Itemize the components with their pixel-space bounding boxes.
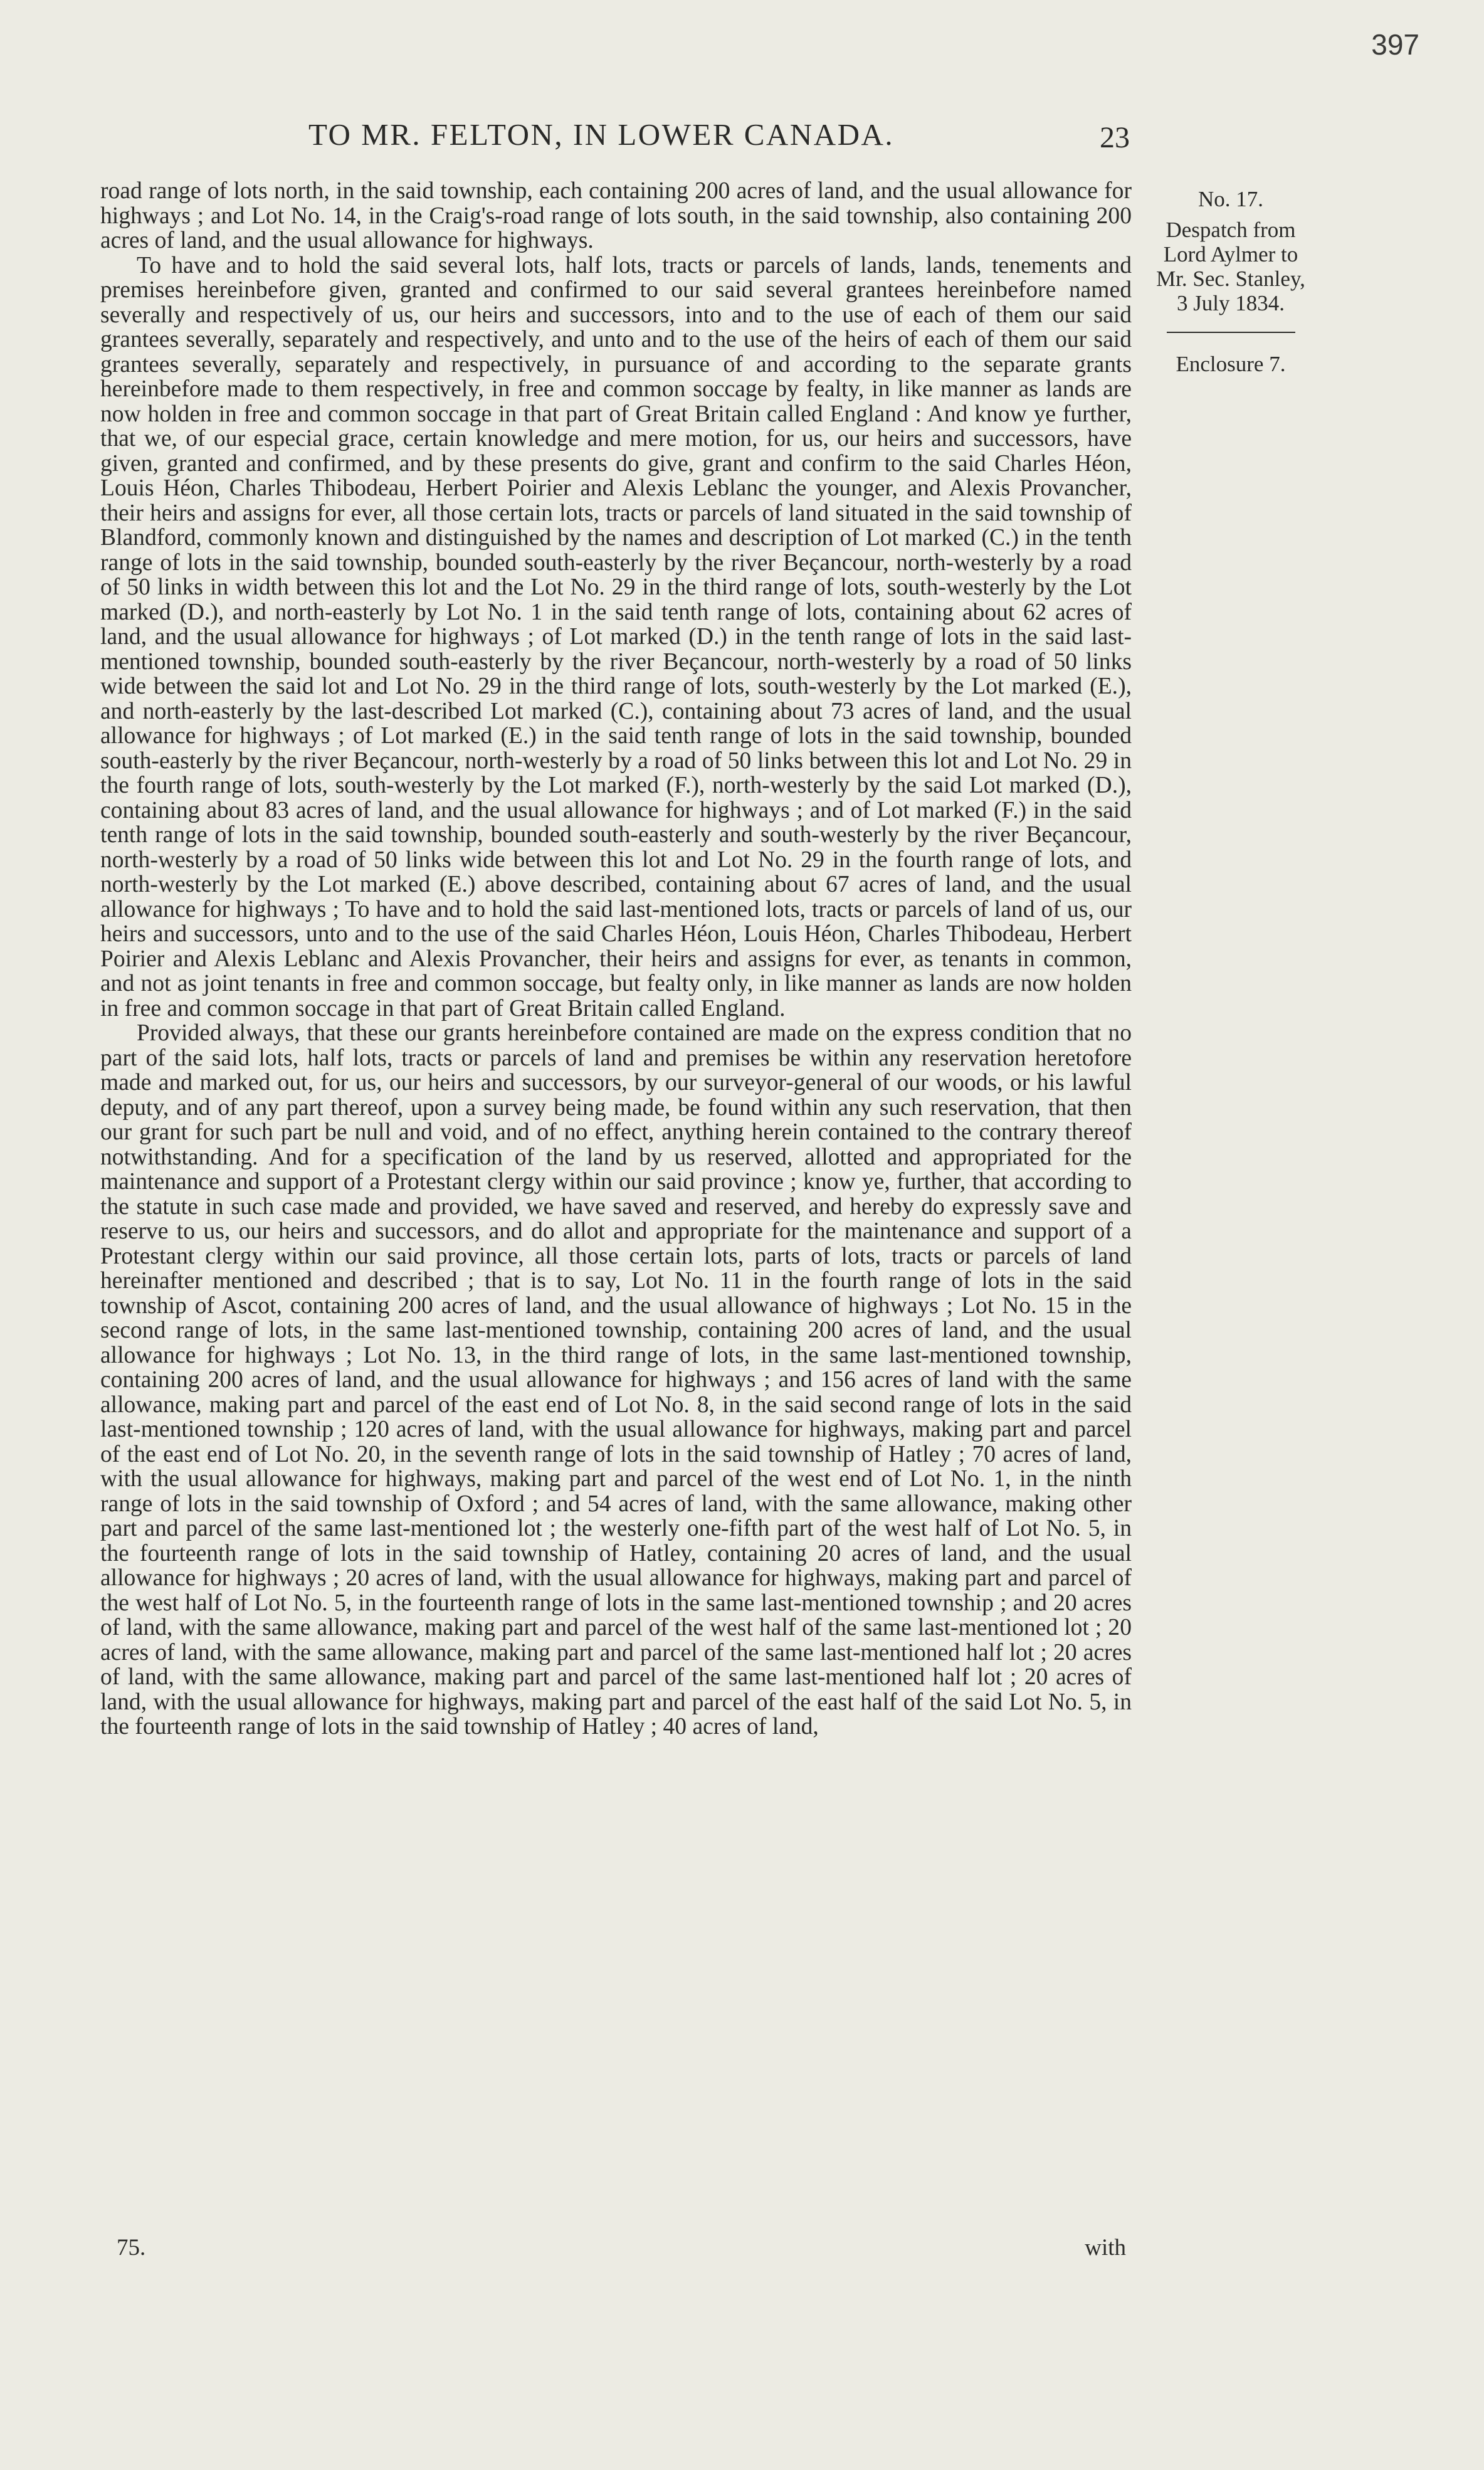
margin-note-line-1: Despatch from xyxy=(1166,218,1296,242)
running-head xyxy=(102,117,1130,161)
page-number: 397 xyxy=(1371,28,1419,61)
catchword: with xyxy=(1085,2235,1126,2261)
signature-mark: 75. xyxy=(117,2235,146,2261)
paragraph-2: To have and to hold the said several lots, half lots, tracts or parcels of lands, lands, tenements and premises hereinbefore given, granted and confirmed to our said several grantees hereinbefore named severally and respectively of us, our heirs and successors, into and to the use of each of them our said grantees severally, separately and respectively, and unto and to the use of the heirs of each of them our said grantees severally, separately and respectively, in pursuance of and according to the separate grants hereinbefore made to them respectively, in free and common soccage by fealty, in like manner as lands are now holden in free and common soccage in that part of Great Britain called England : And know ye further, that we, of our especial grace, certain knowledge and mere motion, for us, our heirs and successors, have given, granted and confirmed, and by these presents do give, grant and confirm to the said Charles Héon, Louis Héon, Charles Thibodeau, Herbert Poirier and Alexis Leblanc the younger, and Alexis Provancher, their heirs and assigns for ever, all those certain lots, tracts or parcels of land situated in the said township of Blandford, commonly known and distinguished by the names and description of Lot marked (C.) in the tenth range of lots in the said township, bounded south-easterly by the river Beçancour, north-westerly by a road of 50 links in width between this lot and the Lot No. 29 in the third range of lots, south-westerly by the Lot marked (D.), and north-easterly by Lot No. 1 in the said tenth range of lots, containing about 62 acres of land, and the usual allowance for highways ; of Lot marked (D.) in the tenth range of lots in the said last-mentioned township, bounded south-easterly by the river Beçancour, north-westerly by a road of 50 links wide between the said lot and Lot No. 29 in the third range of lots, south-westerly by the Lot marked (E.), and north-easterly by the last-described Lot marked (C.), containing about 73 acres of land, and the usual allowance for highways ; of Lot marked (E.) in the said tenth range of lots in the said township, bounded south-easterly by the river Beçancour, north-westerly by a road of 50 links between this lot and Lot No. 29 in the fourth range of lots, south-westerly by the Lot marked (F.), north-westerly by the said Lot marked (D.), containing about 83 acres of land, and the usual allowance for highways ; and of Lot marked (F.) in the said tenth range of lots in the said township, bounded south-easterly and south-westerly by the river Beçancour, north-westerly by a road of 50 links wide between this lot and Lot No. 29 in the fourth range of lots, and north-westerly by the Lot marked (E.) above described, containing about 67 acres of land, and the usual allowance for highways ; To have and to hold the said last-mentioned lots, tracts or parcels of land of us, our heirs and successors, unto and to the use of the said Charles Héon, Louis Héon, Charles Thibodeau, Herbert Poirier and Alexis Leblanc and Alexis Provancher, their heirs and assigns for ever, as tenants in common, and not as joint tenants in free and common soccage, but fealty only, in like manner as lands are now holden in free and common soccage in that part of Great Britain called England. xyxy=(100,252,1132,1021)
enclosure-label: Enclosure 7. xyxy=(1176,352,1286,376)
main-text-column xyxy=(100,179,1132,2207)
margin-note-line-4: 3 July 1834. xyxy=(1176,291,1285,315)
despatch-number: No. 17. xyxy=(1197,187,1264,211)
margin-note-line-2: Lord Aylmer to xyxy=(1163,242,1298,267)
page-footer xyxy=(117,2234,1126,2263)
running-title: TO MR. FELTON, IN LOWER CANADA. xyxy=(308,117,895,152)
paragraph-1: road range of lots north, in the said township, each containing 200 acres of land, and the usual allowance for highways ; and Lot No. 14, in the Craig's-road range of lots south, in the said township, also containing 200 acres of land, and the usual allowance for highways. xyxy=(100,179,1132,253)
margin-note-line-3: Mr. Sec. Stanley, xyxy=(1156,267,1305,291)
paragraph-3: Provided always, that these our grants hereinbefore contained are made on the express condition that no part of the said lots, half lots, tracts or parcels of land and premises be within any reservation heretofore made and marked out, for us, our heirs and successors, by our surveyor-general of our woods, or his lawful deputy, and of any part thereof, upon a survey being made, be found within any such reservation, that then our grant for such part be null and void, and of no effect, anything herein contained to the contrary thereof notwithstanding. And for a specification of the land by us reserved, allotted and appropriated for the maintenance and support of a Protestant clergy within our said province ; know ye, further, that according to the statute in such case made and provided, we have saved and reserved, and hereby do expressly save and reserve to us, our heirs and successors, and do allot and appropriate for the maintenance and support of a Protestant clergy within our said province, all those certain lots, parts of lots, tracts or parcels of land hereinafter mentioned and described ; that is to say, Lot No. 11 in the fourth range of lots in the said township of Ascot, containing 200 acres of land, and the usual allowance of highways ; Lot No. 15 in the second range of lots, in the same last-mentioned township, containing 200 acres of land, and the usual allowance for highways ; Lot No. 13, in the third range of lots, in the same last-mentioned township, containing 200 acres of land, and the usual allowance for highways ; and 156 acres of land with the same allowance, making part and parcel of the east end of Lot No. 8, in the said second range of lots in the said last-mentioned township ; 120 acres of land, with the usual allowance for highways, making part and parcel of the east end of Lot No. 20, in the seventh range of lots in the said township of Hatley ; 70 acres of land, with the usual allowance for highways, making part and parcel of the west end of Lot No. 1, in the ninth range of lots in the said township of Oxford ; and 54 acres of land, with the same allowance, making other part and parcel of the same last-mentioned lot ; the westerly one-fifth part of the west half of Lot No. 5, in the fourteenth range of lots in the said township of Hatley, containing 20 acres of land, and the usual allowance for highways ; 20 acres of land, with the usual allowance for highways, making part and parcel of the west half of Lot No. 5, in the fourteenth range of lots in the same last-mentioned township ; and 20 acres of land, with the same allowance, making part and parcel of the west half of the same last-mentioned lot ; 20 acres of land, with the same allowance, making part and parcel of the same last-mentioned half lot ; 20 acres of land, with the same allowance, making part and parcel of the same last-mentioned half lot ; 20 acres of land, with the usual allowance for highways, making part and parcel of the east half of the said Lot No. 5, in the fourteenth range of lots in the said township of Hatley ; 40 acres of land, xyxy=(100,1020,1132,1739)
margin-note xyxy=(1130,187,1332,376)
folio-number: 23 xyxy=(1100,121,1130,154)
margin-note-divider xyxy=(1167,332,1295,333)
